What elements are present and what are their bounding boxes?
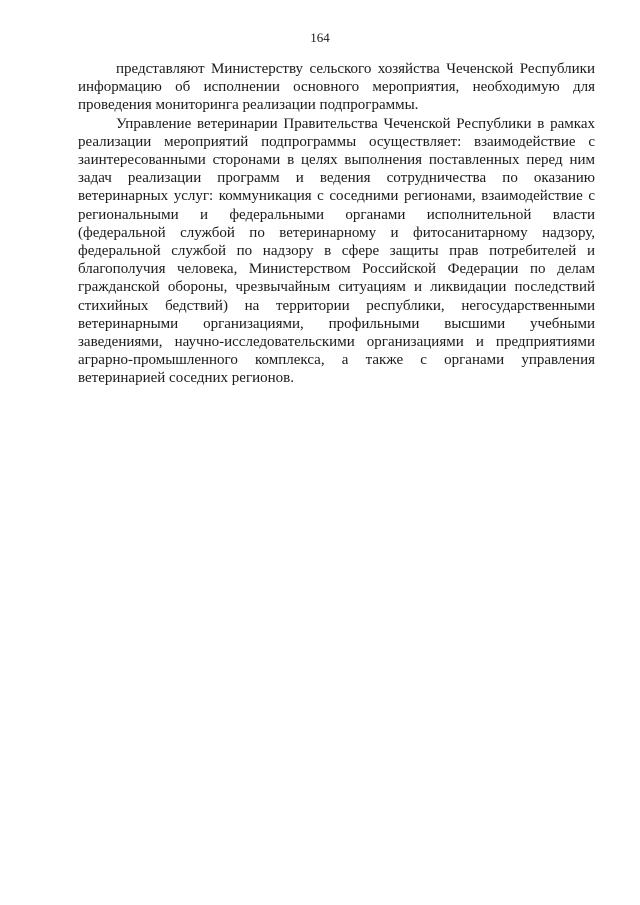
page-number: 164 [310,30,330,45]
paragraph-1: представляют Министерству сельского хозяйства Чеченской Республики информацию об исполнении основного мероприятия, необходимую для проведения мониторинга реализации подпрограммы. [78,61,595,114]
document-body [78,60,595,388]
paragraph-2: Управление ветеринарии Правительства Чеченской Республики в рамках реализации мероприятий подпрограммы осуществляет: взаимодействие с заинтересованными сторонами в целях выполнения поставленных перед ним задач реализации программ и ведения сотрудничества по оказанию ветеринарных услуг: коммуникация с соседними регионами, взаимодействие с региональными и федеральными органами исполнительной власти (федеральной службой по ветеринарному и фитосанитарному надзору, федеральной службой по надзору в сфере защиты прав потребителей и благополучия человека, Министерством Российской Федерации по делам гражданской обороны, чрезвычайным ситуациям и ликвидации последствий стихийных бедствий) на территории республики, негосударственными ветеринарными организациями, профильными высшими учебными заведениями, научно-исследовательскими организациями и предприятиями аграрно-промышленного комплекса, а также с органами управления ветеринарией соседних регионов. [78,115,595,387]
